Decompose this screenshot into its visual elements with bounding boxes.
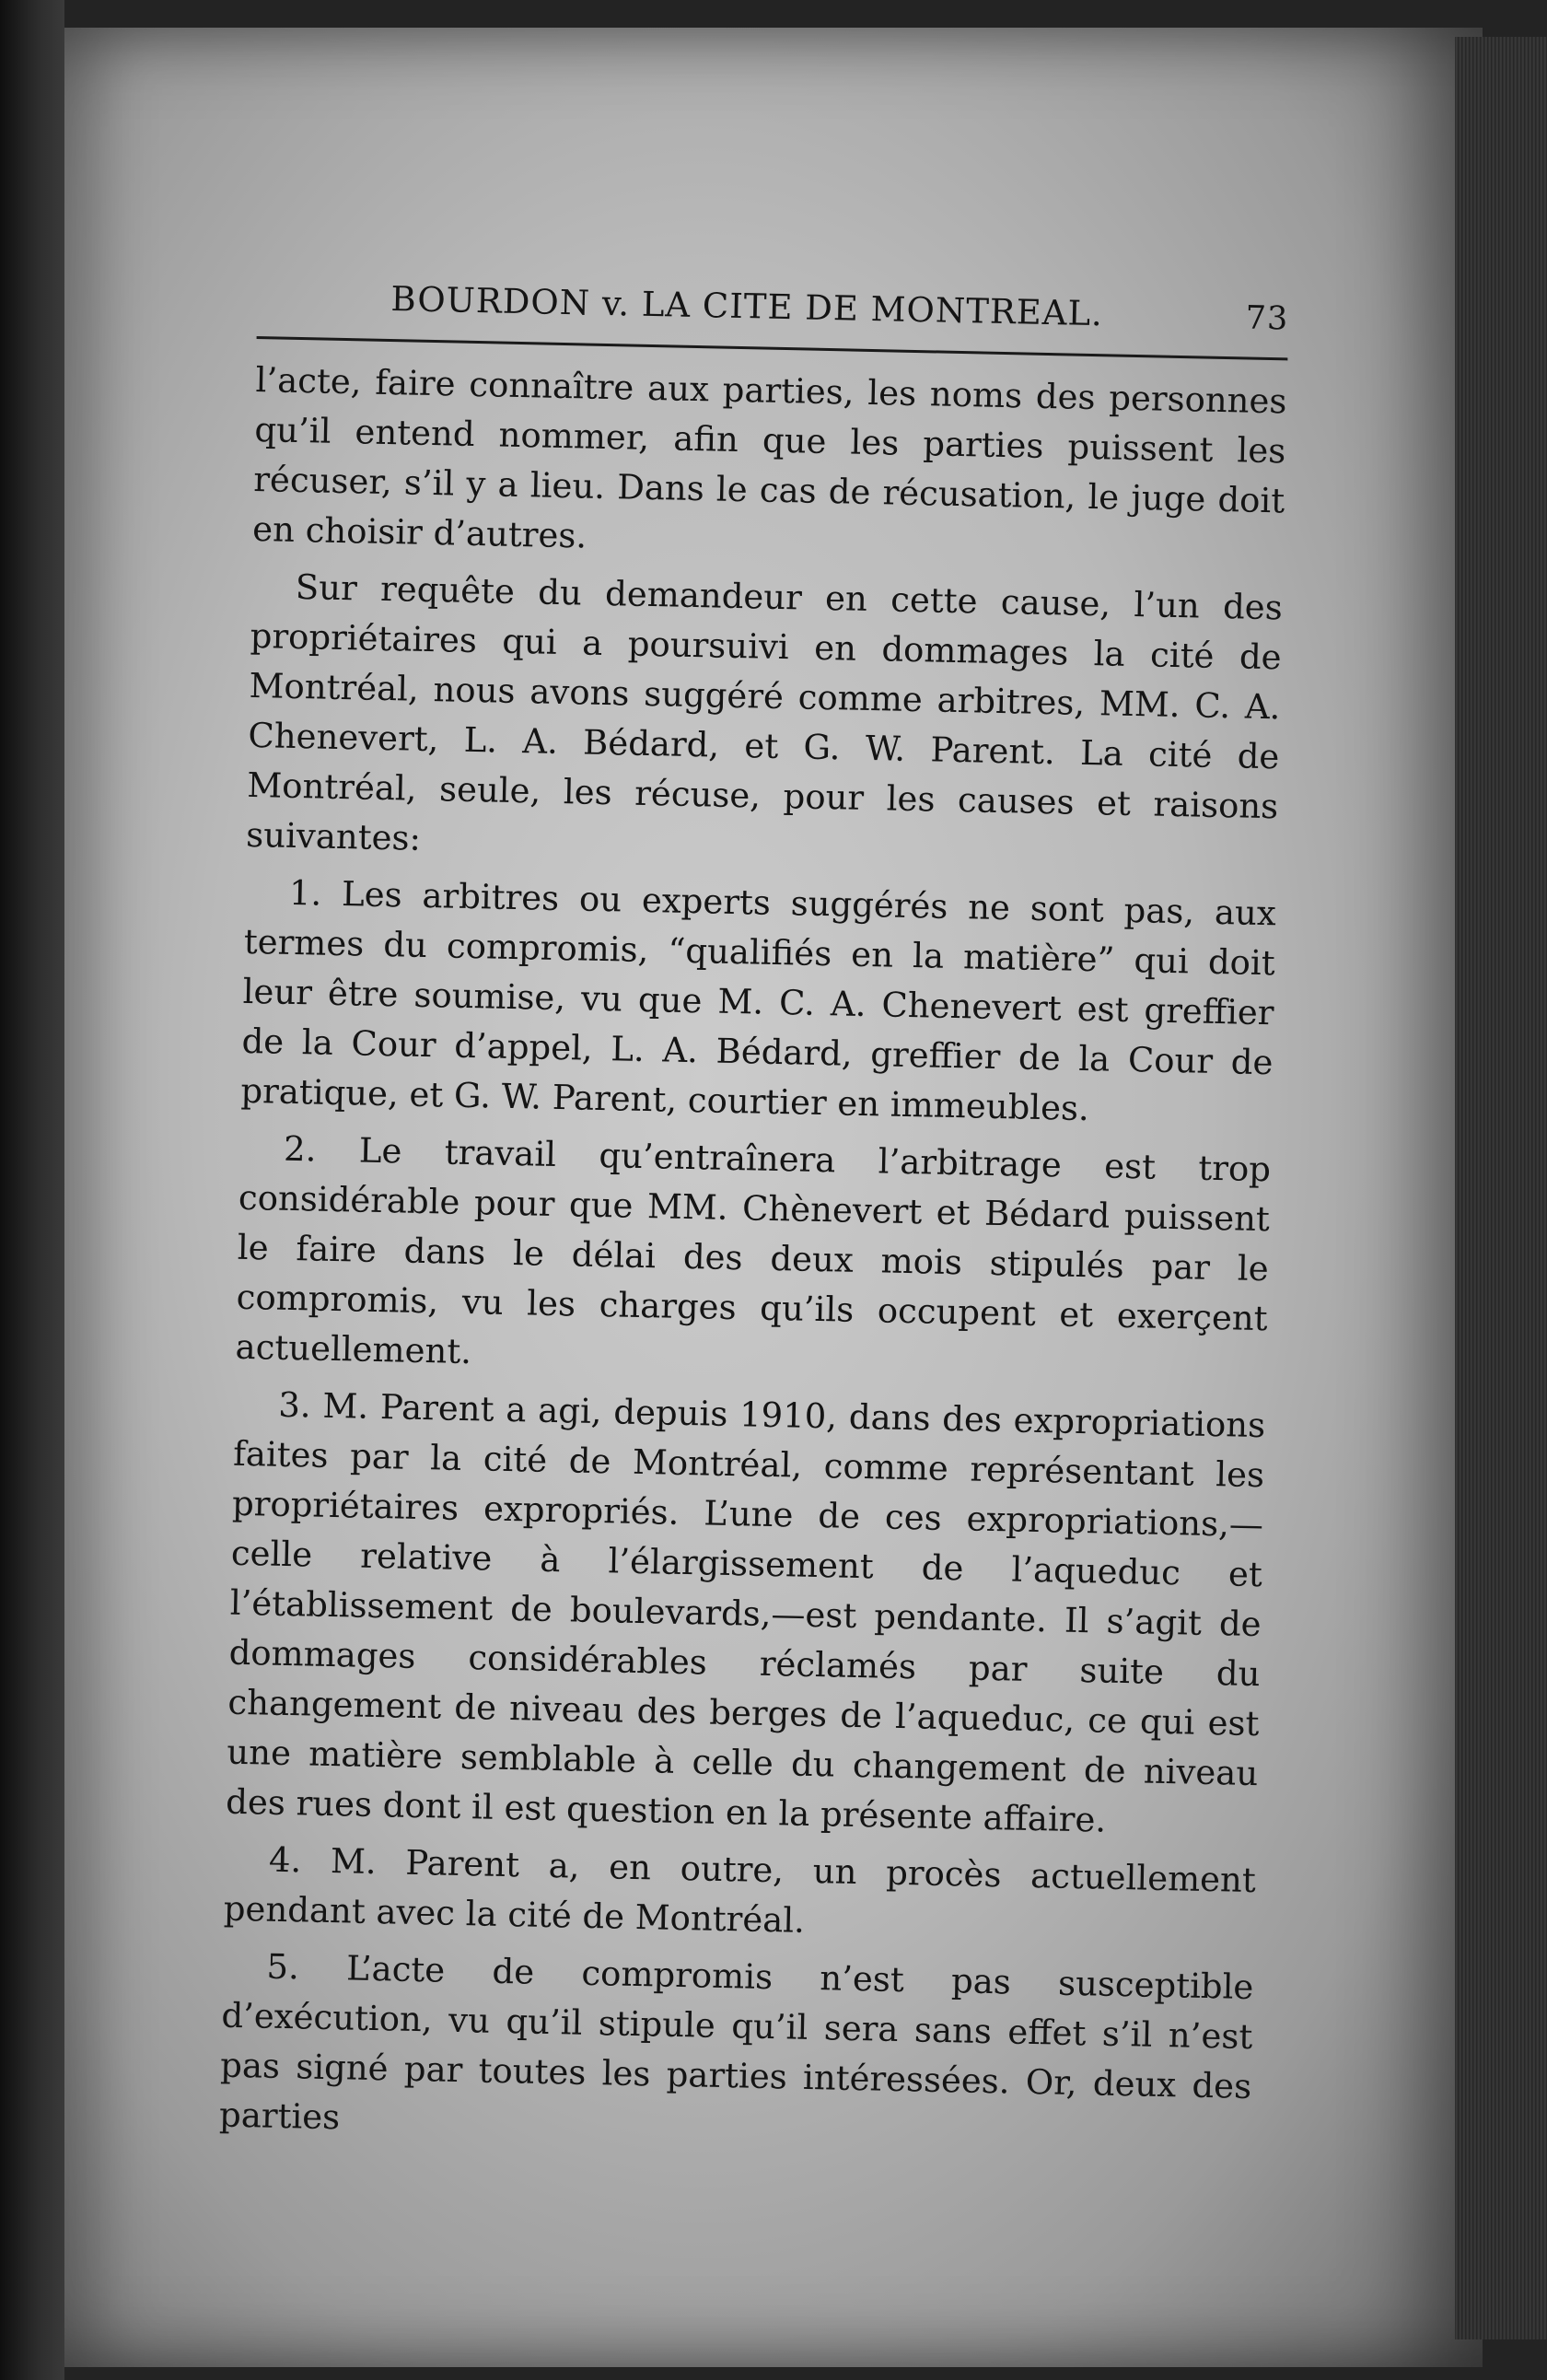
- page-stack-edge: [1455, 37, 1547, 2339]
- page-content: [218, 276, 1288, 2169]
- page-number: 73: [1245, 299, 1289, 338]
- book-binding-edge: [0, 0, 64, 2380]
- paragraph-item-4: 4. M. Parent a, en outre, un procès actuellement pendant avec la cité de Montréal.: [223, 1839, 1257, 1941]
- paragraph-item-3: 3. M. Parent a agi, depuis 1910, dans des expropriations faites par la cité de Montréal, comme représentant les propriétaires expropriés. L’une de ces expropriations,—celle relative à l’élargissement de l’aqueduc et l’établissement de boulevards,—est pendante. Il s’agit de dommages considérables réclamés par suite du changement de niveau des berges de l’aqueduc, ce qui est une matière semblable à celle du changement de niveau des rues dont il est question en la présente affaire.: [225, 1384, 1266, 1840]
- body-text: [219, 356, 1287, 2162]
- running-header: [257, 276, 1289, 360]
- running-title: BOURDON v. LA CITE DE MONTREAL.: [390, 279, 1104, 334]
- paragraph-item-1: 1. Les arbitres ou experts suggérés ne sont pas, aux termes du compromis, “qualifiés en la matière” qui doit leur être soumise, vu que M. C. A. Chenevert est greffier de la Cour d’appel, L. A. Bédard, greffier de la Cour de pratique, et G. W. Parent, courtier en immeubles.: [240, 872, 1277, 1129]
- paragraph-continuation: l’acte, faire connaître aux parties, les noms des personnes qu’il entend nommer, afin que les parties puissent les récuser, s’il y a lieu. Dans le cas de récusation, le juge doit en choisir d’autres.: [251, 359, 1287, 556]
- paragraph-item-2: 2. Le travail qu’entraînera l’arbitrage est trop considérable pour que MM. Chènevert et Bédard puissent le faire dans le délai des deux mois stipulés par le compromis, vu les charges qu’ils occupent et exerçent actuellement.: [235, 1128, 1272, 1372]
- book-page: [64, 28, 1483, 2367]
- paragraph: Sur requête du demandeur en cette cause, l’un des propriétaires qui a poursuivi en dommages la cité de Montréal, nous avons suggéré comme arbitres, MM. C. A. Chenevert, L. A. Bédard, et G. W. Parent. La cité de Montréal, seule, les récuse, pour les causes et raisons suivantes:: [245, 566, 1284, 858]
- paragraph-item-5: 5. L’acte de compromis n’est pas susceptible d’exécution, vu qu’il stipule qu’il sera sans effet s’il n’est pas signé par toutes les parties intéressées. Or, deux des parties: [218, 1946, 1254, 2138]
